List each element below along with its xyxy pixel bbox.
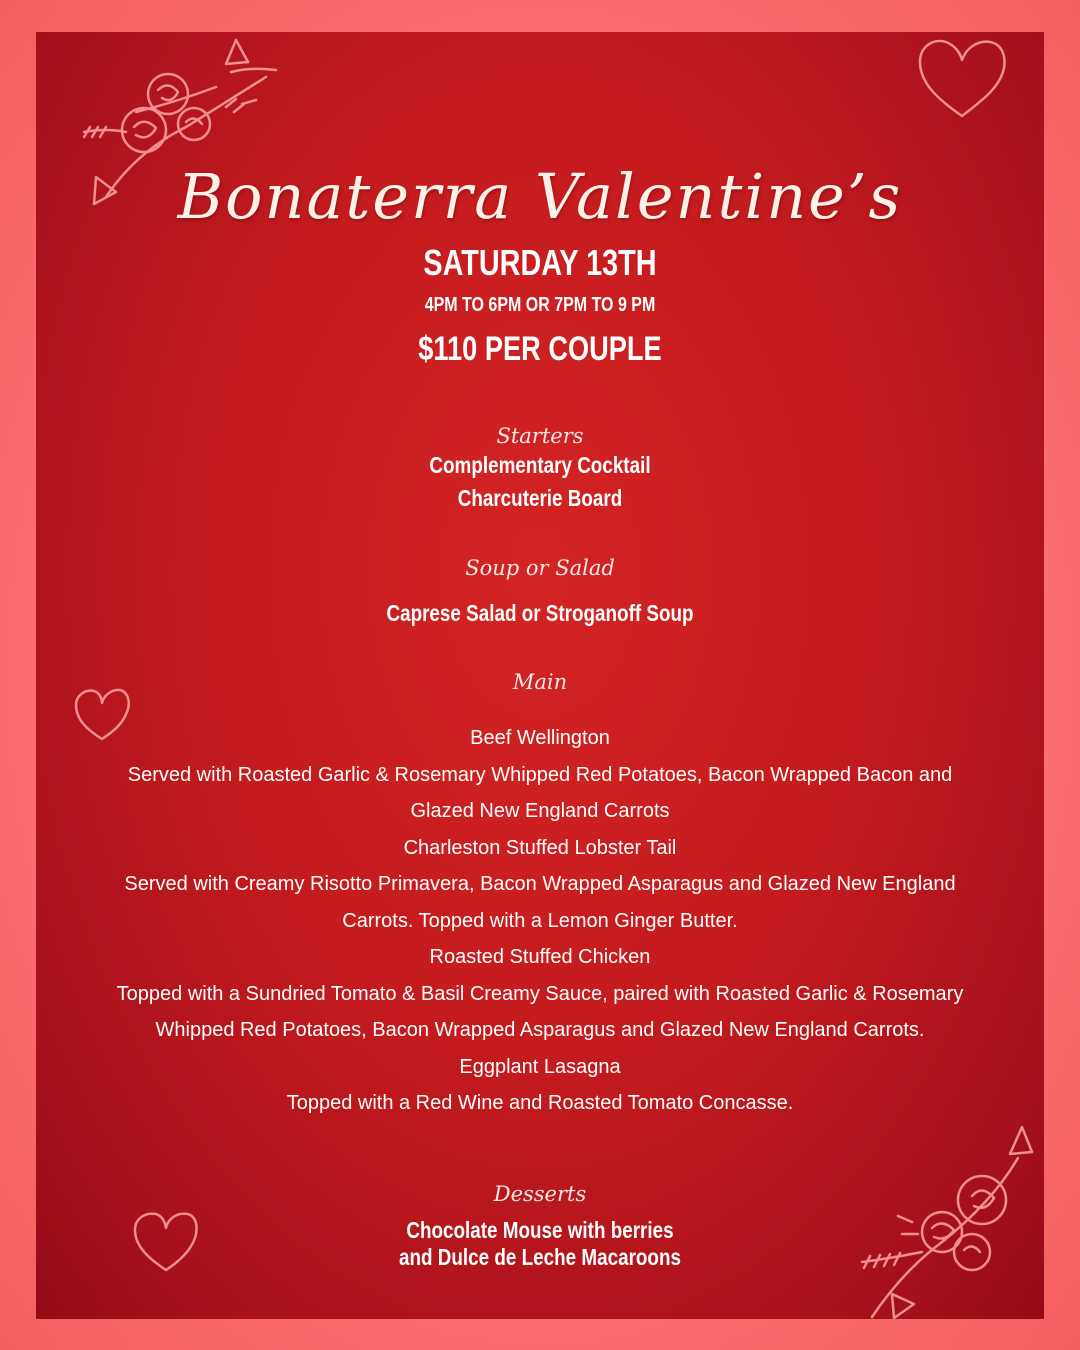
main-dish-name: Charleston Stuffed Lobster Tail (403, 836, 677, 859)
main-dish-name: Beef Wellington (470, 727, 610, 749)
main-dish-description: Carrots. Topped with a Lemon Ginger Butter. (342, 909, 738, 932)
event-date: SATURDAY 13TH (423, 242, 657, 283)
main-dish-name: Eggplant Lasagna (459, 1055, 621, 1078)
event-price: $110 PER COUPLE (418, 330, 662, 368)
starter-item-cocktail: Complementary Cocktail (429, 452, 651, 478)
event-hours: 4PM TO 6PM OR 7PM TO 9 PM (424, 294, 656, 316)
main-dish-description: Topped with a Red Wine and Roasted Tomato Concasse. (286, 1092, 794, 1114)
dessert-line: and Dulce de Leche Macaroons (399, 1244, 681, 1270)
menu-card (36, 32, 1044, 1319)
main-dish-description: Served with Roasted Garlic & Rosemary Whipped Red Potatoes, Bacon Wrapped Bacon and (127, 763, 953, 786)
main-heading: Main (512, 670, 568, 694)
heart-outline-icon (916, 36, 1008, 122)
desserts-heading: Desserts (493, 1182, 587, 1206)
main-course-list (36, 720, 1044, 1122)
main-dish-name: Roasted Stuffed Chicken (429, 946, 651, 968)
main-dish-description: Glazed New England Carrots (410, 800, 670, 822)
main-dish-description: Served with Creamy Risotto Primavera, Bacon Wrapped Asparagus and Glazed New England (124, 873, 956, 895)
main-dish-description: Whipped Red Potatoes, Bacon Wrapped Asparagus and Glazed New England Carrots. (155, 1019, 925, 1041)
event-title: Bonaterra Valentine’s (177, 160, 903, 233)
starters-heading: Starters (496, 424, 584, 448)
soup-salad-heading: Soup or Salad (465, 556, 615, 580)
main-dish-description: Topped with a Sundried Tomato & Basil Creamy Sauce, paired with Roasted Garlic & Rosemary (116, 982, 964, 1005)
soup-salad-item: Caprese Salad or Stroganoff Soup (386, 600, 694, 626)
starter-item-charcuterie: Charcuterie Board (457, 485, 623, 511)
dessert-line: Chocolate Mouse with berries (406, 1217, 674, 1243)
